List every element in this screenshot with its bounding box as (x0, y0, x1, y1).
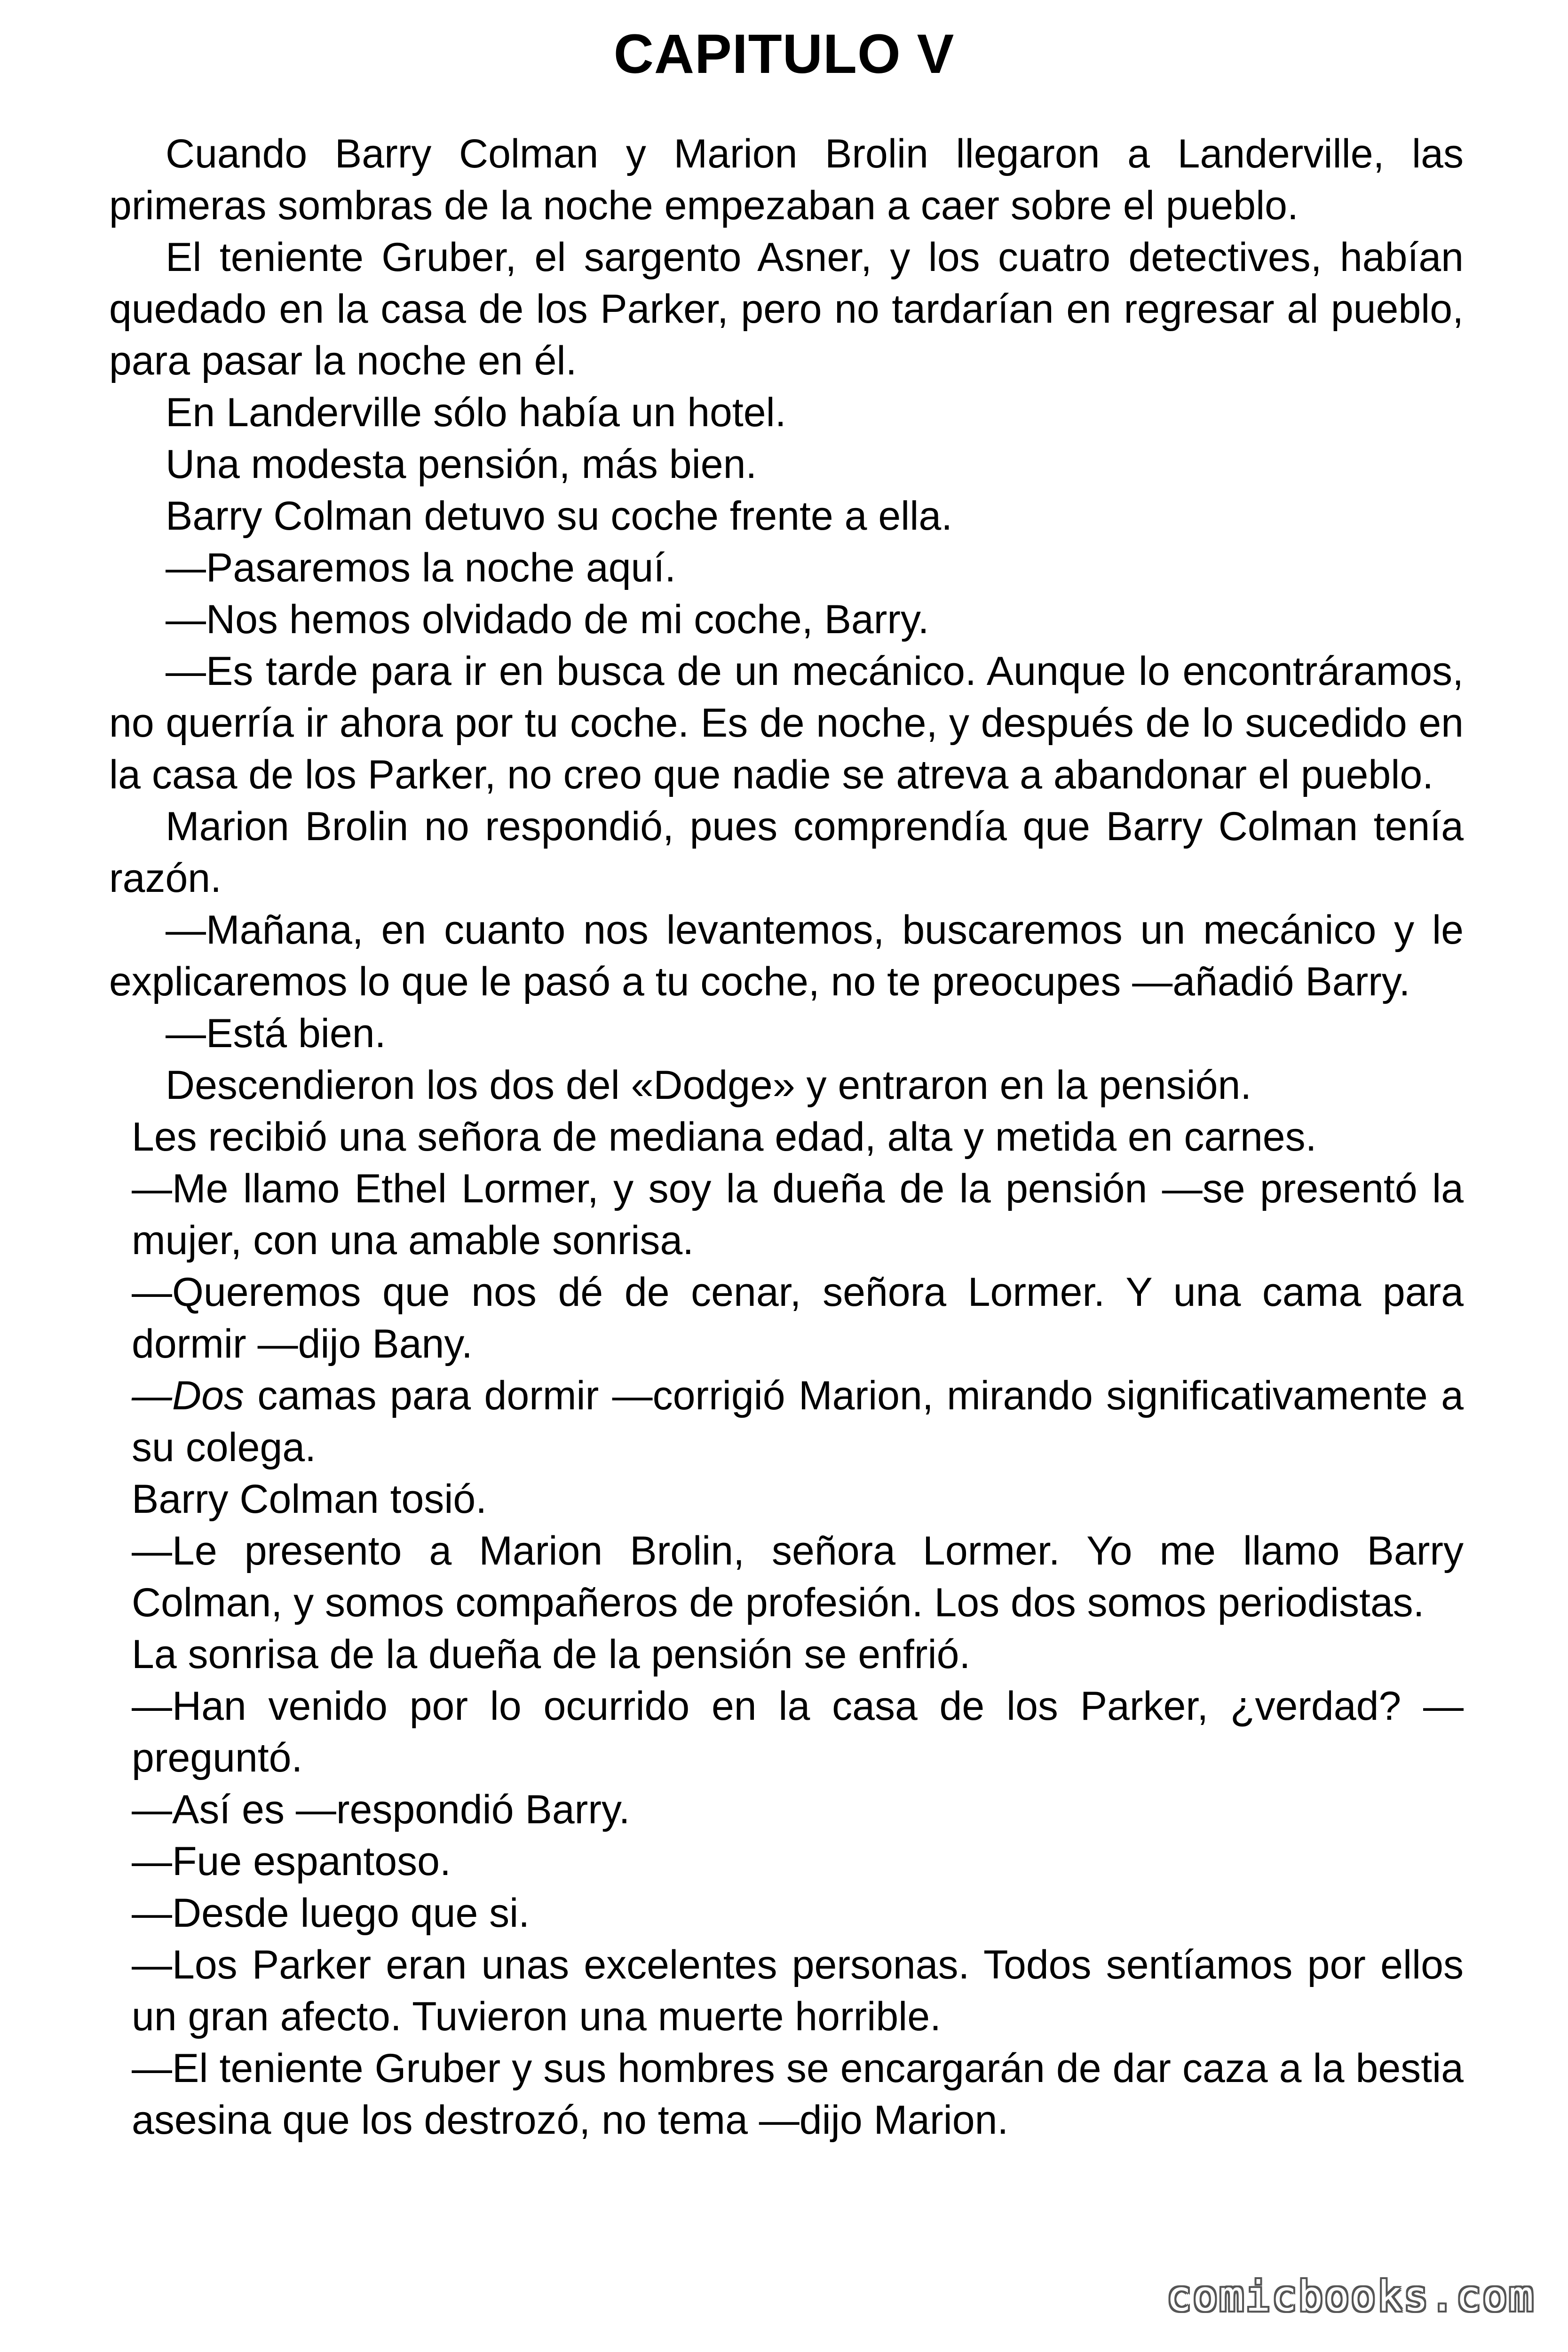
paragraph: El teniente Gruber, el sargento Asner, y los cuatro detectives, habían quedado en la casa de los Parker, pero no tardarían en regresar al pueblo, para pasar la noche en él. (109, 235, 1464, 383)
paragraph: —Es tarde para ir en busca de un mecánico. Aunque lo encontráramos, no querría ir ahora por tu coche. Es de noche, y después de lo sucedido en la casa de los Parker, no creo que nadie se atreva a abandonar el pueblo. (109, 649, 1464, 797)
paragraph: Barry Colman detuvo su coche frente a ella. (166, 493, 953, 539)
paragraph: Barry Colman tosió. (132, 1477, 487, 1522)
paragraph: La sonrisa de la dueña de la pensión se enfrió. (132, 1632, 971, 1677)
paragraph: —Así es —respondió Barry. (132, 1787, 630, 1832)
paragraph: —Los Parker eran unas excelentes personas. Todos sentíamos por ellos un gran afecto. Tuvieron una muerte horrible. (132, 1942, 1464, 2039)
paragraph: —Le presento a Marion Brolin, señora Lormer. Yo me llamo Barry Colman, y somos compañeros de profesión. Los dos somos periodistas. (132, 1528, 1464, 1625)
paragraph: Marion Brolin no respondió, pues comprendía que Barry Colman tenía razón. (109, 804, 1464, 901)
paragraph-with-italic (109, 1370, 1464, 1473)
chapter-body (109, 128, 1464, 2146)
paragraph: —Han venido por lo ocurrido en la casa de los Parker, ¿verdad? —preguntó. (132, 1684, 1464, 1780)
paragraph: Descendieron los dos del «Dodge» y entraron en la pensión. (166, 1063, 1252, 1108)
paragraph: Cuando Barry Colman y Marion Brolin llegaron a Landerville, las primeras sombras de la noche empezaban a caer sobre el pueblo. (109, 131, 1464, 228)
paragraph: —Fue espantoso. (132, 1839, 451, 1884)
paragraph: —Me llamo Ethel Lormer, y soy la dueña de la pensión —se presentó la mujer, con una amable sonrisa. (132, 1166, 1464, 1263)
chapter-title: CAPITULO V (613, 23, 955, 85)
watermark: comicbooks.com (1166, 2272, 1535, 2320)
paragraph: —Mañana, en cuanto nos levantemos, buscaremos un mecánico y le explicaremos lo que le pasó a tu coche, no te preocupes —añadió Barry. (109, 907, 1464, 1004)
italic-word: —Dos (132, 1373, 244, 1418)
paragraph-text: camas para dormir —corrigió Marion, mirando significativamente a su colega. (132, 1373, 1464, 1470)
paragraph: —Está bien. (166, 1011, 386, 1056)
paragraph: —El teniente Gruber y sus hombres se encargarán de dar caza a la bestia asesina que los destrozó, no tema —dijo Marion. (132, 2046, 1464, 2143)
paragraph: —Queremos que nos dé de cenar, señora Lormer. Y una cama para dormir —dijo Bany. (132, 1270, 1464, 1367)
paragraph: En Landerville sólo había un hotel. (166, 390, 786, 435)
paragraph: —Desde luego que si. (132, 1891, 530, 1936)
paragraph: Les recibió una señora de mediana edad, alta y metida en carnes. (132, 1114, 1317, 1160)
paragraph: —Pasaremos la noche aquí. (166, 545, 676, 590)
paragraph: —Nos hemos olvidado de mi coche, Barry. (166, 597, 929, 642)
paragraph: Una modesta pensión, más bien. (166, 442, 757, 487)
